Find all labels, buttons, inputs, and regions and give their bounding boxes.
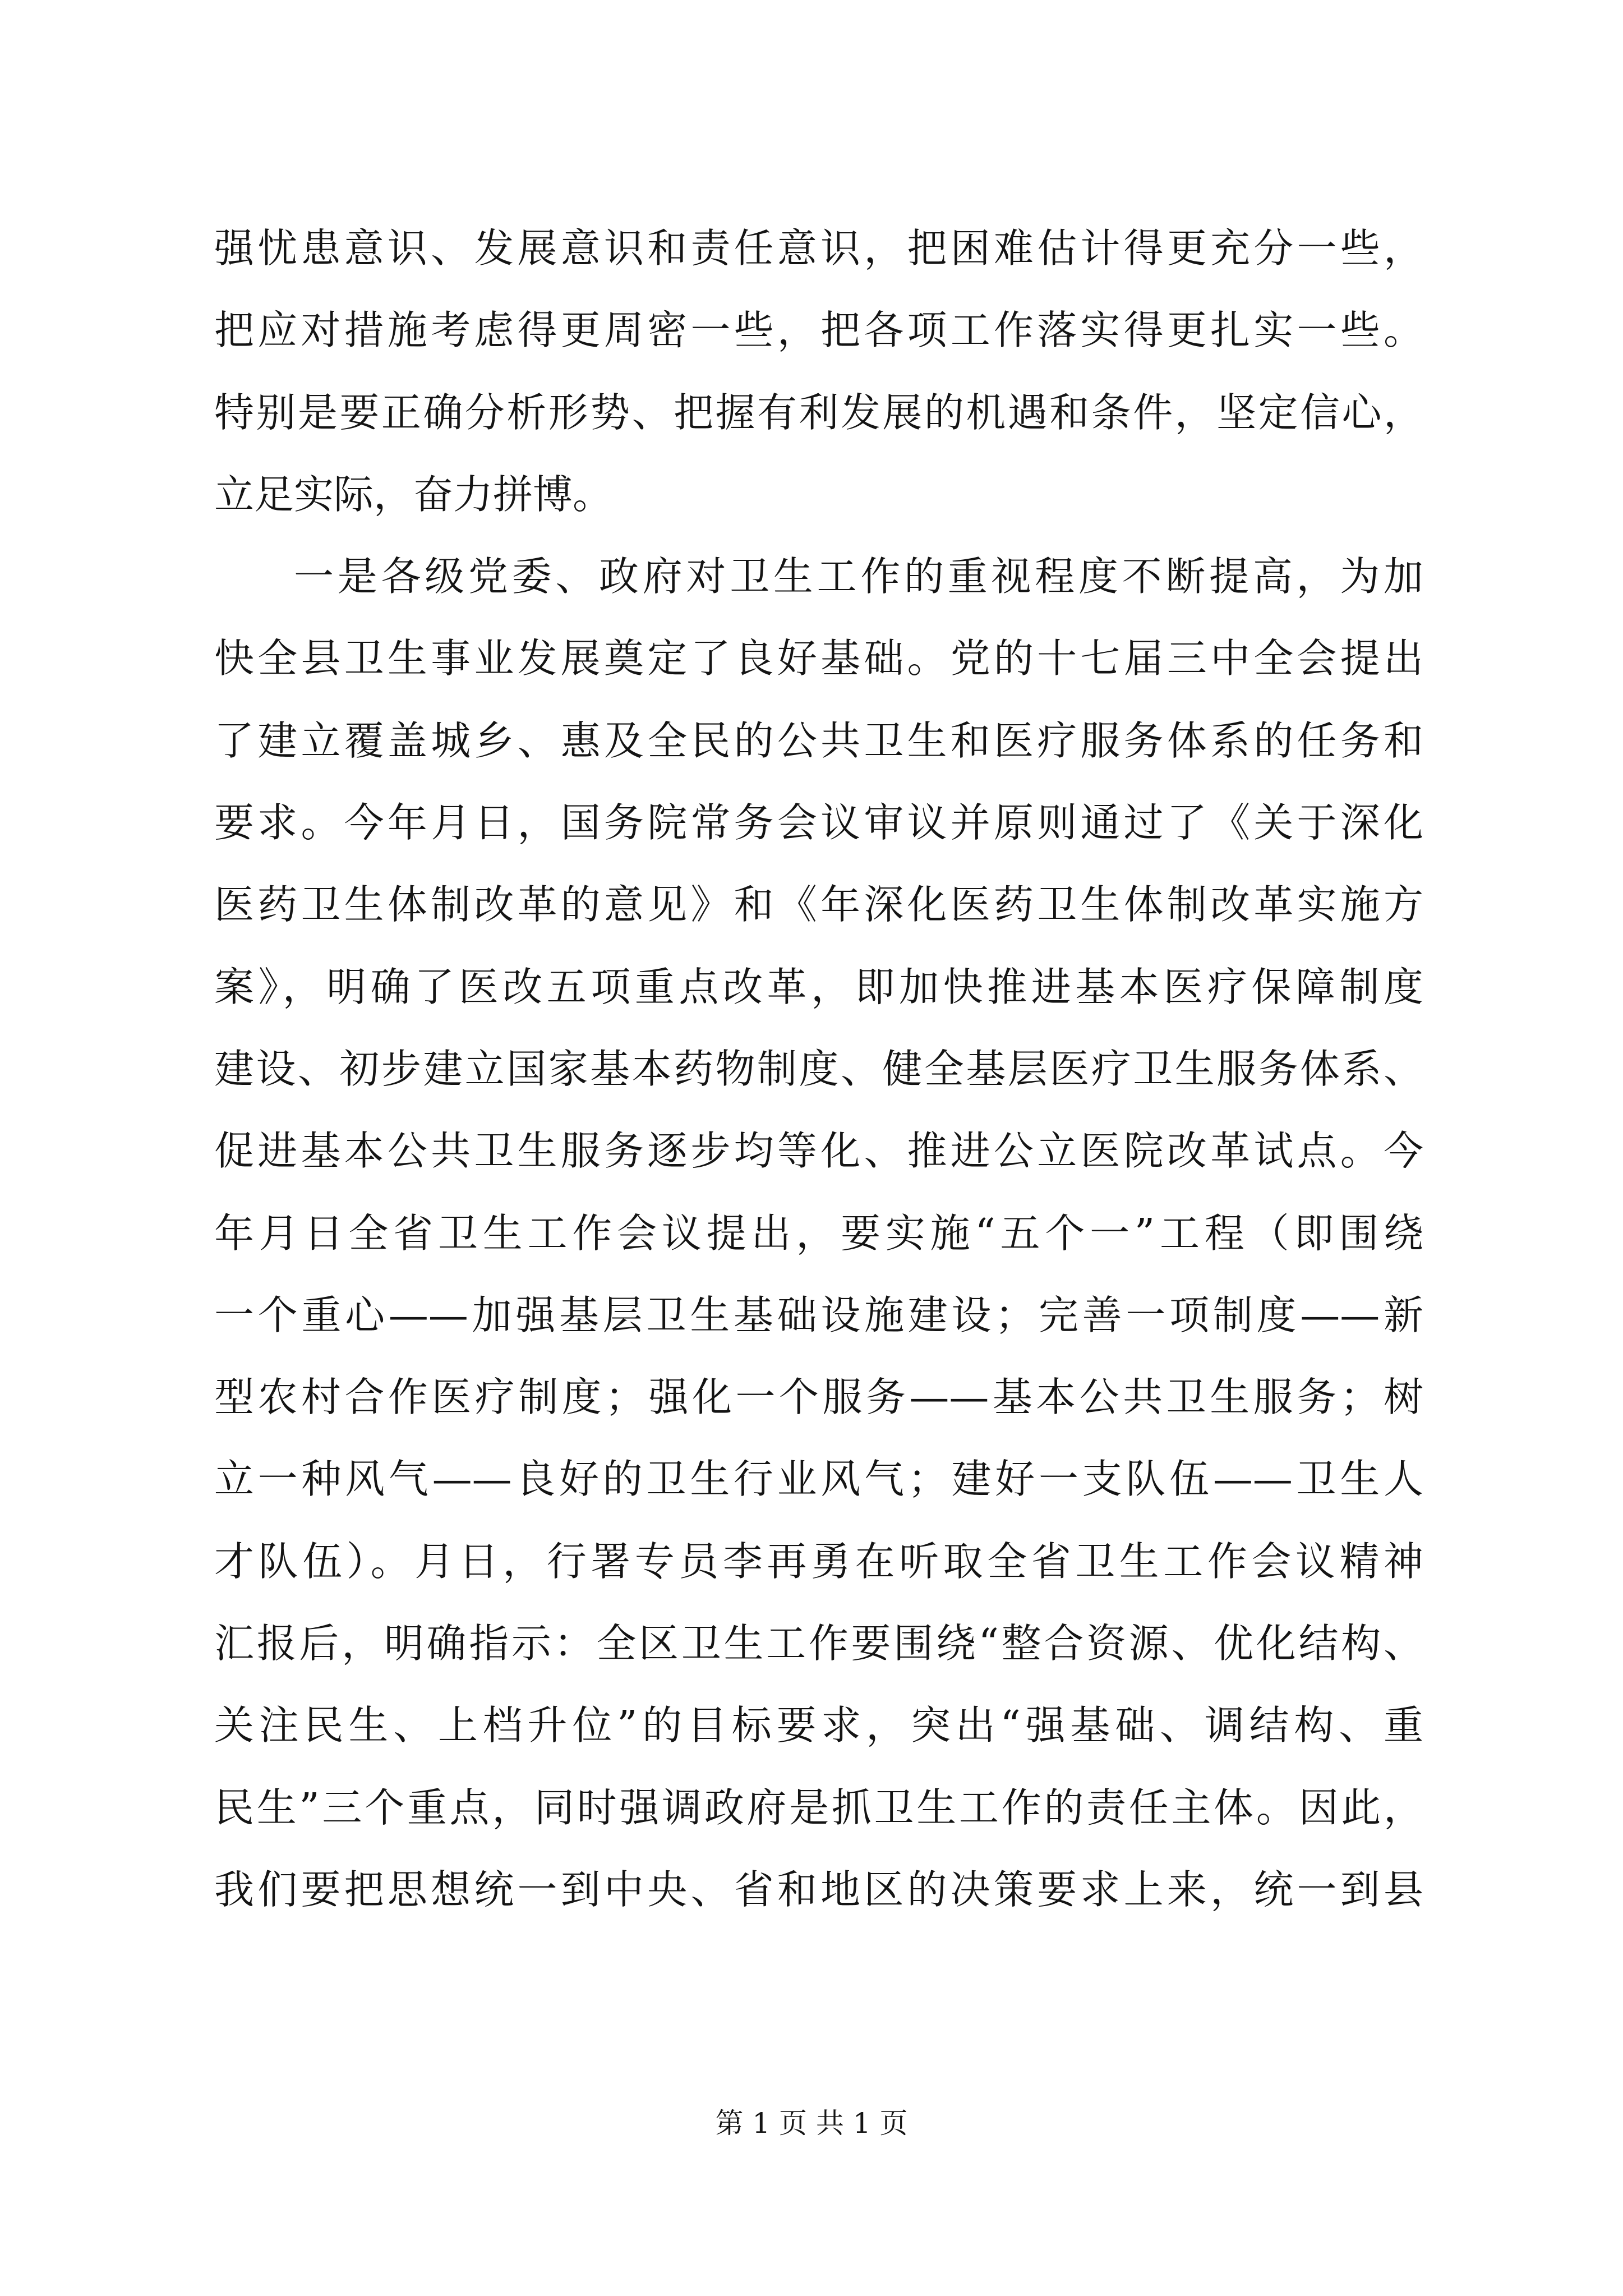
- text-line-6: 快全县卫生事业发展奠定了良好基础。党的十七届三中全会提出: [214, 635, 1423, 682]
- text-line-14: 一个重心——加强基层卫生基础设施建设；完善一项制度——新: [214, 1291, 1423, 1338]
- text-line-13: 年月日全省卫生工作会议提出，要实施“五个一”工程（即围绕: [214, 1209, 1423, 1257]
- text-line-9: 医药卫生体制改革的意见》和《年深化医药卫生体制改革实施方: [214, 881, 1423, 928]
- text-line-16: 立一种风气——良好的卫生行业风气；建好一支队伍——卫生人: [214, 1456, 1423, 1503]
- text-line-11: 建设、初步建立国家基本药物制度、健全基层医疗卫生服务体系、: [214, 1045, 1423, 1092]
- page-footer: [0, 2101, 1623, 2141]
- text-line-15: 型农村合作医疗制度；强化一个服务——基本公共卫生服务；树: [214, 1374, 1423, 1421]
- text-line-3: 特别是要正确分析形势、把握有利发展的机遇和条件，坚定信心，: [214, 389, 1423, 436]
- text-line-2: 把应对措施考虑得更周密一些，把各项工作落实得更扎实一些。: [214, 307, 1423, 354]
- text-line-1: 强忧患意识、发展意识和责任意识，把困难估计得更充分一些，: [214, 225, 1423, 272]
- text-line-17: 才队伍）。月日，行署专员李再勇在听取全省卫生工作会议精神: [214, 1538, 1423, 1585]
- text-line-5: 一是各级党委、政府对卫生工作的重视程度不断提高，为加: [294, 553, 1423, 600]
- body-text: [214, 208, 1423, 1931]
- text-line-18: 汇报后，明确指示：全区卫生工作要围绕“整合资源、优化结构、: [214, 1620, 1423, 1667]
- text-line-12: 促进基本公共卫生服务逐步均等化、推进公立医院改革试点。今: [214, 1128, 1423, 1175]
- text-line-8: 要求。今年月日，国务院常务会议审议并原则通过了《关于深化: [214, 799, 1423, 846]
- text-line-21: 我们要把思想统一到中央、省和地区的决策要求上来，统一到县: [214, 1866, 1423, 1913]
- page-number-label: 第 1 页 共 1 页: [715, 2107, 908, 2139]
- text-line-10: 案》，明确了医改五项重点改革，即加快推进基本医疗保障制度: [214, 963, 1423, 1010]
- text-line-4: 立足实际，奋力拼博。: [214, 471, 613, 518]
- text-line-19: 关注民生、上档升位”的目标要求，突出“强基础、调结构、重: [214, 1702, 1423, 1749]
- text-line-20: 民生”三个重点，同时强调政府是抓卫生工作的责任主体。因此，: [214, 1784, 1423, 1831]
- text-line-7: 了建立覆盖城乡、惠及全民的公共卫生和医疗服务体系的任务和: [214, 717, 1423, 764]
